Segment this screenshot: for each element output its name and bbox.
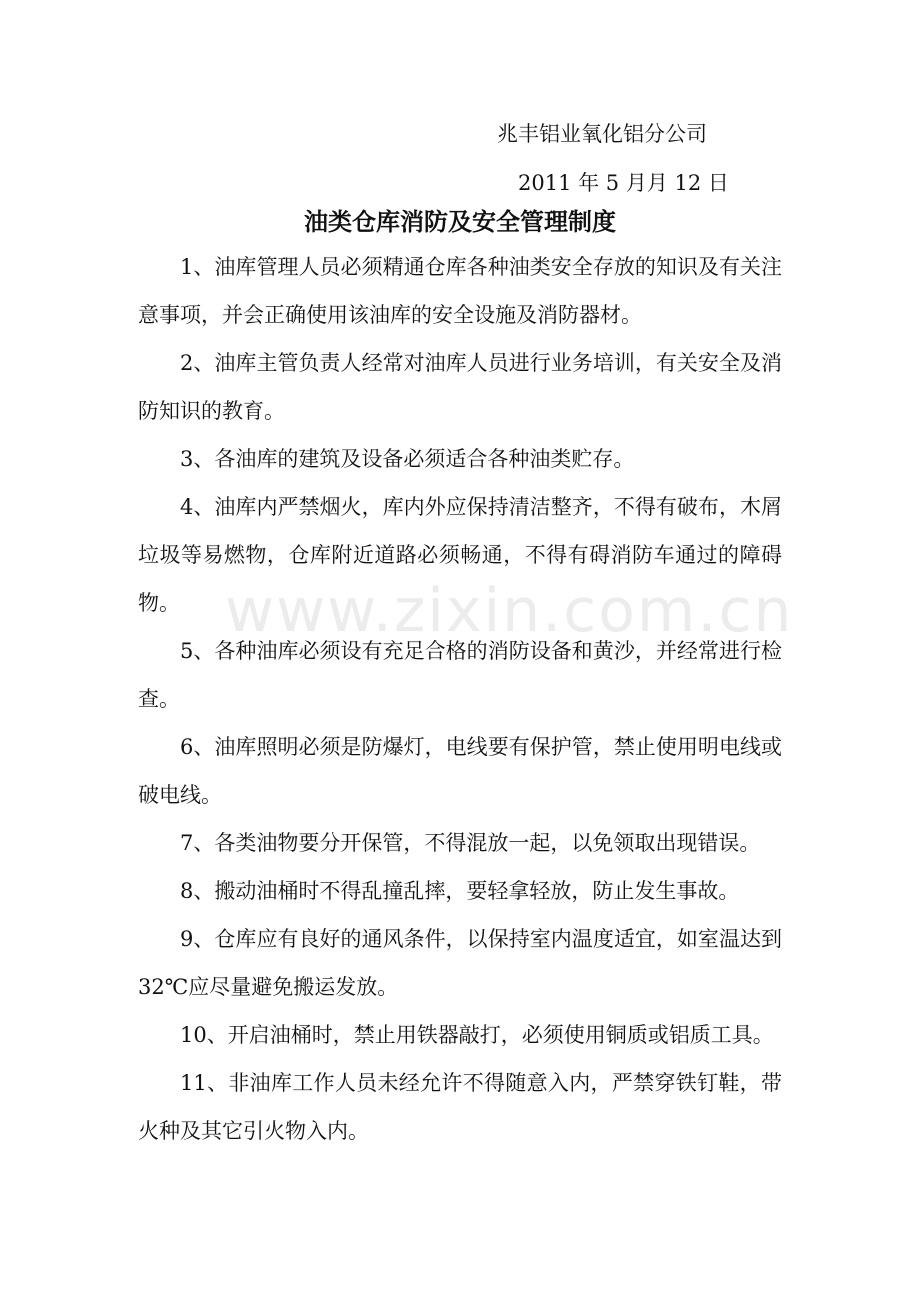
rule-paragraph-11: 11、非油库工作人员未经允许不得随意入内，严禁穿铁钉鞋，带火种及其它引火物入内。: [138, 1071, 782, 1143]
rule-paragraph-1: 1、油库管理人员必须精通仓库各种油类安全存放的知识及有关注意事项，并会正确使用该油库的安全设施及消防器材。: [138, 255, 782, 327]
rule-paragraph-3: 3、各油库的建筑及设备必须适合各种油类贮存。: [180, 447, 635, 471]
document-title: 油类仓库消防及安全管理制度: [304, 208, 616, 236]
document-date: 2011 年 5 月月 12 日: [518, 171, 729, 195]
rule-paragraph-5: 5、各种油库必须设有充足合格的消防设备和黄沙，并经常进行检查。: [138, 639, 782, 711]
rule-paragraph-4: 4、油库内严禁烟火，库内外应保持清洁整齐，不得有破布，木屑垃圾等易燃物，仓库附近道路必须畅通，不得有碍消防车通过的障碍物。: [138, 495, 782, 615]
rule-paragraph-9: 9、仓库应有良好的通风条件，以保持室内温度适宜，如室温达到 32℃应尽量避免搬运发放。: [138, 927, 782, 999]
watermark: www.zixin.com.cn: [225, 576, 794, 646]
rule-paragraph-2: 2、油库主管负责人经常对油库人员进行业务培训，有关安全及消防知识的教育。: [138, 351, 782, 423]
company-name: 兆丰铝业氧化铝分公司: [497, 122, 707, 146]
document-body: [138, 243, 782, 1155]
rule-paragraph-6: 6、油库照明必须是防爆灯，电线要有保护管，禁止使用明电线或破电线。: [138, 735, 782, 807]
rule-paragraph-7: 7、各类油物要分开保管，不得混放一起，以免领取出现错误。: [180, 831, 761, 855]
rule-paragraph-8: 8、搬动油桶时不得乱撞乱摔，要轻拿轻放，防止发生事故。: [180, 879, 740, 903]
rule-paragraph-10: 10、开启油桶时，禁止用铁器敲打，必须使用铜质或铝质工具。: [180, 1023, 774, 1047]
